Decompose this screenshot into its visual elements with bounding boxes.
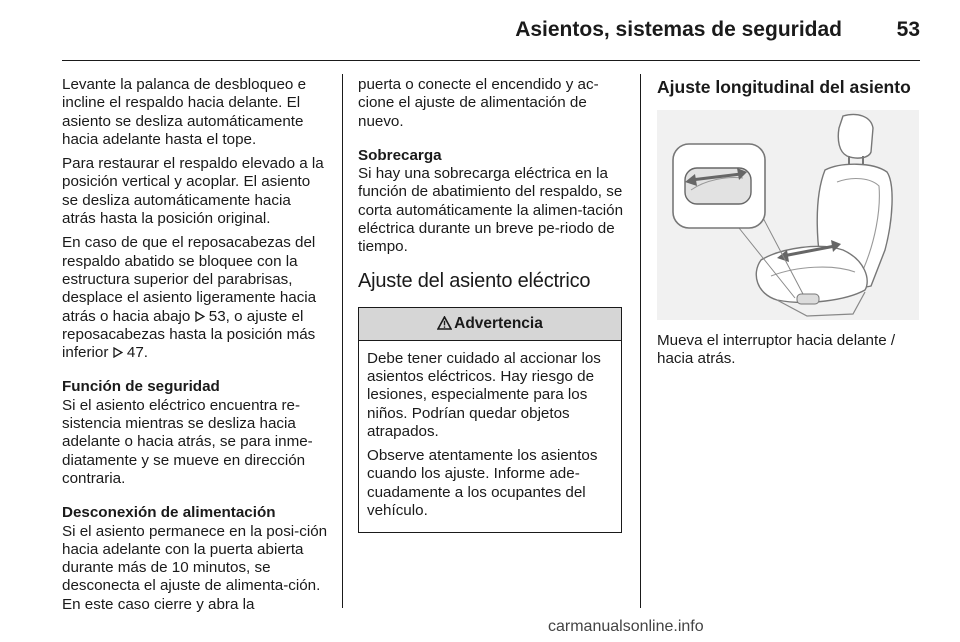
paragraph-text: 47.: [122, 344, 148, 362]
paragraph: Para restaurar el respaldo elevado a la posición vertical y acoplar. El asiento se desliza automáticamente hacia atrás hasta la posición original.: [62, 155, 324, 228]
page-reference-arrow-icon: [195, 311, 205, 322]
page-header: [0, 0, 960, 60]
paragraph-text: En caso de que el reposacabezas del respaldo abatido se bloquee con la estructura superior del parabrisas, desplace el asiento ligeramente hacia atrás o hacia abajo: [62, 234, 317, 325]
warning-header: [359, 308, 621, 341]
column-divider-1: [342, 74, 343, 608]
overload-text: Si hay una sobrecarga eléctrica en la función de abatimiento del respaldo, se corta automáticamente la alimen-tación eléctrica durante un breve pe-riodo de tiempo.: [358, 165, 624, 256]
section-title-longitudinal: Ajuste longitudinal del asiento: [657, 77, 911, 97]
seat-adjustment-illustration: [657, 110, 919, 320]
disconnect-heading: Desconexión de alimentación: [62, 504, 276, 522]
watermark: carmanualsonline.info: [548, 618, 704, 635]
warning-title: Advertencia: [454, 314, 543, 332]
warning-paragraph: Observe atentamente los asientos cuando los ajuste. Informe ade-cuadamente a los ocupantes del vehículo.: [367, 447, 598, 520]
paragraph: [62, 234, 328, 362]
warning-triangle-icon: [437, 316, 452, 330]
section-title-power-seat: Ajuste del asiento eléctrico: [358, 269, 591, 292]
safety-section: [62, 378, 328, 488]
paragraph: puerta o conecte el encendido y ac-cione el ajuste de alimentación de nuevo.: [358, 76, 599, 130]
warning-box: [358, 307, 622, 534]
column-divider-2: [640, 74, 641, 608]
figure-caption: Mueva el interruptor hacia delante / hacia atrás.: [657, 332, 896, 368]
safety-text: Si el asiento eléctrico encuentra re-sistencia mientras se desliza hacia adelante o hacia atrás, se para inme-diatamente y se mueve en dirección contraria.: [62, 396, 313, 487]
page-reference-arrow-icon: [113, 347, 123, 358]
paragraph-text: 53, o ajuste el reposacabezas hasta la posición más inferior: [62, 307, 316, 362]
column-2: [358, 76, 624, 533]
overload-heading: Sobrecarga: [358, 146, 442, 164]
column-3: [657, 76, 919, 375]
disconnect-text: Si el asiento permanece en la posi-ción hacia adelante con la puerta abierta durante más de 10 minutos, se desconecta el ajuste de alimenta-ción. En este caso cierre y abra la: [62, 522, 328, 613]
disconnect-section: [62, 504, 328, 614]
safety-heading: Función de seguridad: [62, 378, 220, 396]
paragraph: Levante la palanca de desbloqueo e incline el respaldo hacia delante. El asiento se desliza automáticamente hacia adelante hasta el tope.: [62, 76, 307, 148]
warning-body: [359, 341, 621, 533]
header-title: Asientos, sistemas de seguridad: [515, 18, 842, 41]
page-number: 53: [896, 18, 920, 41]
seat-illustration-icon: [657, 110, 919, 320]
column-1: [62, 76, 328, 620]
header-rule: [62, 60, 920, 61]
overload-section: [358, 147, 624, 257]
warning-paragraph: Debe tener cuidado al accionar los asientos eléctricos. Hay riesgo de lesiones, especialmente para los niños. Podrían quedar objetos atrapados.: [367, 349, 601, 440]
